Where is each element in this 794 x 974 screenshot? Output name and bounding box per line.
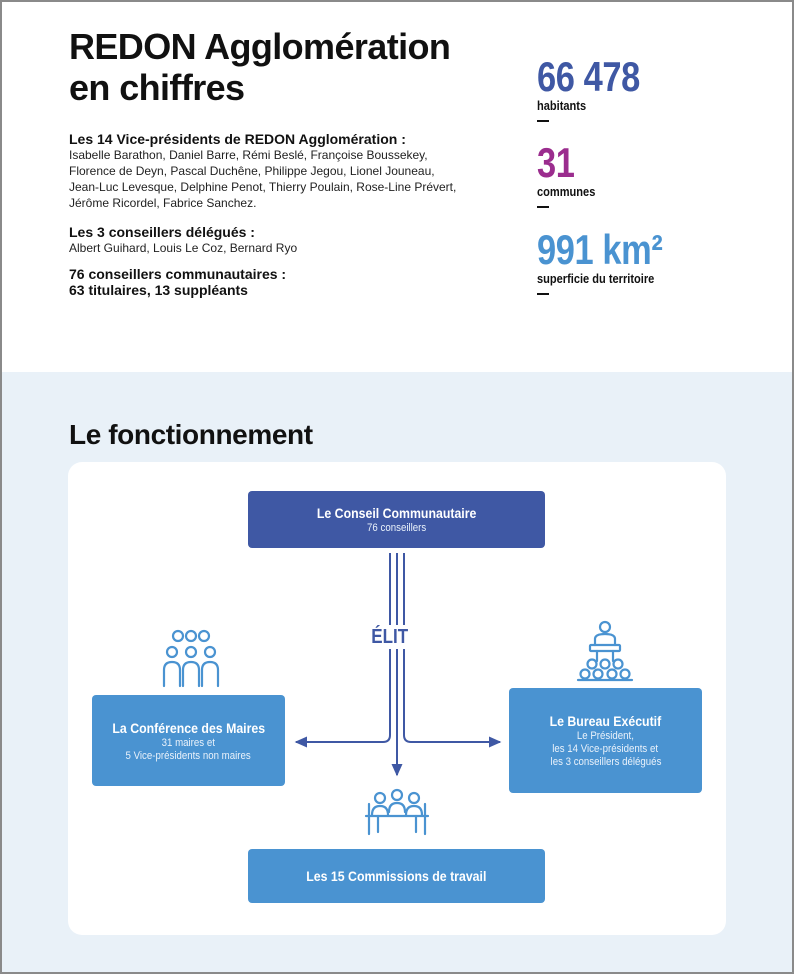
commissions-title: Les 15 Commissions de travail: [306, 868, 487, 884]
conseillers-detail: 63 titulaires, 13 suppléants: [69, 282, 248, 298]
bureau-line-2: les 14 Vice-présidents et: [552, 743, 659, 755]
stat-value: 66 478: [537, 53, 640, 100]
page-title-line-1: REDON Agglomération: [69, 26, 451, 67]
delegues-names: Albert Guihard, Louis Le Coz, Bernard Ryo: [69, 241, 298, 255]
elit-label: ÉLIT: [368, 625, 412, 649]
stat-label: habitants: [537, 98, 587, 113]
vice-presidents-line-1: Isabelle Barathon, Daniel Barre, Rémi Beslé, Françoise Boussekey,: [69, 148, 428, 162]
stat-value: 31: [537, 139, 575, 186]
conference-line-1: 31 maires et: [161, 736, 216, 749]
vice-presidents-line-4: Jérôme Ricordel, Fabrice Sanchez.: [69, 196, 257, 210]
page-title-line-2: en chiffres: [69, 67, 245, 108]
connector-right: [404, 553, 500, 742]
bureau-title: Le Bureau Exécutif: [549, 713, 662, 729]
meeting-table-icon: [366, 790, 428, 834]
delegues-heading: Les 3 conseillers délégués :: [69, 224, 255, 240]
vice-presidents-line-2: Florence de Deyn, Pascal Duchêne, Philippe Jegou, Lionel Jouneau,: [69, 164, 435, 178]
bureau-executif-box: [509, 688, 702, 793]
conseil-communautaire-box: [248, 491, 545, 548]
stat-value: 991 km²: [537, 226, 663, 273]
podium-assembly-icon: [578, 622, 632, 680]
vice-presidents-line-3: Jean-Luc Levesque, Delphine Penot, Thierry Poulain, Rose-Line Prévert,: [69, 180, 457, 194]
conference-title: La Conférence des Maires: [112, 719, 265, 736]
commissions-box: [248, 849, 545, 903]
conference-line-2: 5 Vice-présidents non maires: [125, 749, 252, 762]
conseillers-heading: 76 conseillers communautaires :: [69, 266, 287, 282]
bureau-line-3: les 3 conseillers délégués: [550, 756, 661, 768]
vice-presidents-heading: Les 14 Vice-présidents de REDON Agglomération :: [69, 131, 406, 147]
conseil-title: Le Conseil Communautaire: [316, 505, 477, 521]
conseil-subtitle: 76 conseillers: [366, 522, 427, 534]
section-title: Le fonctionnement: [69, 419, 313, 450]
stat-label: communes: [537, 184, 596, 199]
stat-label: superficie du territoire: [537, 271, 655, 286]
group-of-people-icon: [164, 631, 218, 686]
conference-des-maires-box: [92, 695, 285, 786]
bureau-line-1: Le Président,: [576, 730, 635, 742]
connector-lines: [296, 553, 500, 775]
